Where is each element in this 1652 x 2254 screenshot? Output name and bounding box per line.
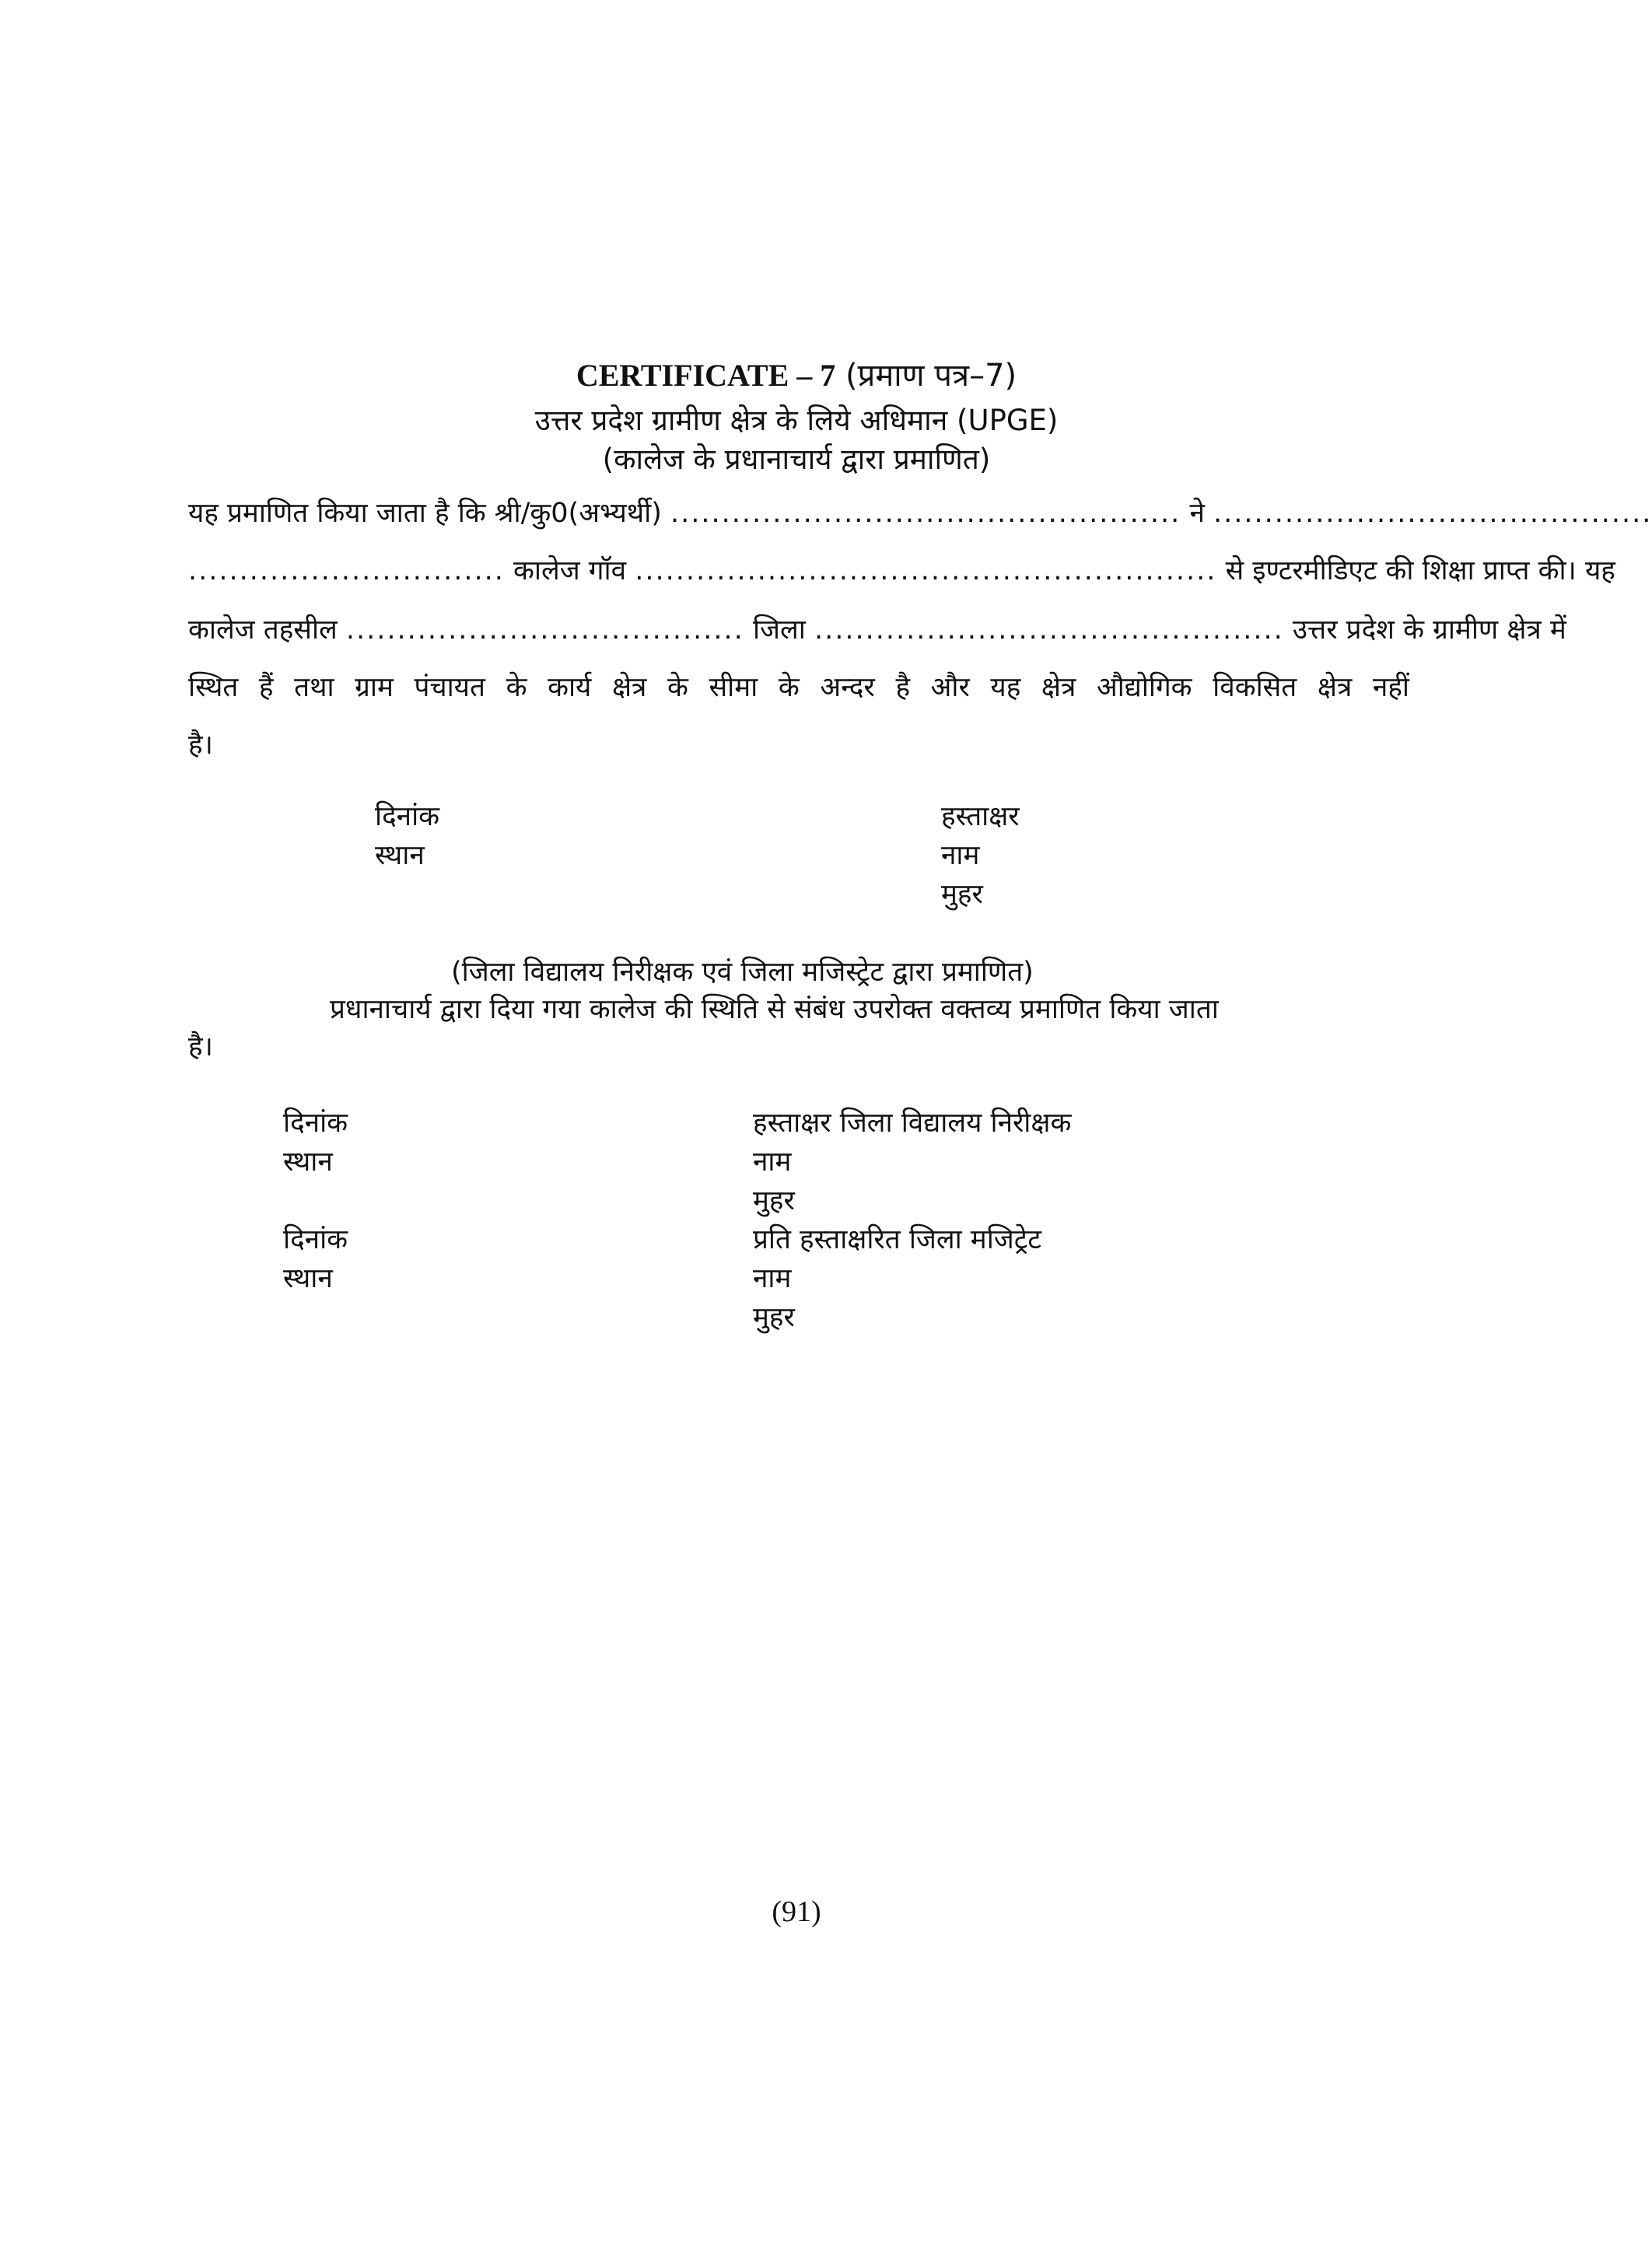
magistrate-place-label: स्थान [283, 1263, 333, 1294]
principal-seal-label: मुहर [941, 879, 983, 910]
magistrate-name-label: नाम [753, 1263, 792, 1294]
inspector-place-label: स्थान [283, 1146, 333, 1178]
principal-date-label: दिनांक [375, 801, 440, 832]
attestation-note: (कालेज के प्रधानाचार्य द्वारा प्रमाणित) [602, 443, 991, 476]
body-line-3-text-b: जिला [752, 614, 806, 646]
tehsil-blank: ....................................... [345, 614, 744, 646]
inspector-seal-label: मुहर [753, 1185, 795, 1216]
statement-line-2: है। [188, 1031, 213, 1062]
candidate-name-blank: .................................................. [670, 498, 1181, 529]
body-line-1 [188, 496, 1652, 530]
village-blank: ......................................................... [635, 555, 1217, 586]
body-line-5: है। [188, 730, 213, 761]
magistrate-seal-label: मुहर [753, 1302, 795, 1333]
title-hindi: (प्रमाण पत्र–7) [845, 358, 1017, 394]
subtitle: उत्तर प्रदेश ग्रामीण क्षेत्र के लिये अधिमान (UPGE) [534, 404, 1059, 437]
body-line-4: स्थित हैं तथा ग्राम पंचायत के कार्य क्षेत्र के सीमा के अन्दर है और यह क्षेत्र औद्योगिक विकसित क्षेत्र नहीं [188, 672, 1410, 703]
title-english: CERTIFICATE – 7 [576, 358, 836, 393]
statement-line-1: प्रधानाचार्य द्वारा दिया गया कालेज की स्थिति से संबंध उपरोक्त वक्तव्य प्रमाणित किया जाता [330, 994, 1219, 1025]
college-blank: ............................... [188, 555, 505, 586]
inspector-signature-label: हस्ताक्षर जिला विद्यालय निरीक्षक [753, 1108, 1072, 1139]
body-line-3-text-c: उत्तर प्रदेश के ग्रामीण क्षेत्र में [1292, 614, 1566, 646]
body-line-2-text-b: से इण्टरमीडिएट की शिक्षा प्राप्त की। यह [1225, 555, 1615, 586]
principal-place-label: स्थान [375, 840, 425, 871]
body-line-3 [188, 613, 1566, 647]
college-name-blank: ........................................... [1213, 498, 1652, 529]
body-line-3-text-a: कालेज तहसील [188, 614, 338, 646]
page-number: (91) [772, 1895, 821, 1928]
inspector-magistrate-heading: (जिला विद्यालय निरीक्षक एवं जिला मजिस्ट्रेट द्वारा प्रमाणित) [451, 957, 1034, 988]
body-line-1-text-a: यह प्रमाणित किया जाता है कि श्री/कु0(अभ्यर्थी) [188, 498, 662, 529]
body-line-2 [188, 554, 1615, 588]
certificate-title [0, 356, 1593, 395]
inspector-date-label: दिनांक [283, 1108, 348, 1139]
inspector-name-label: नाम [753, 1146, 792, 1178]
magistrate-date-label: दिनांक [283, 1224, 348, 1255]
district-blank: .............................................. [814, 614, 1284, 646]
principal-signature-label: हस्ताक्षर [941, 801, 1020, 832]
magistrate-signature-label: प्रति हस्ताक्षरित जिला मजिट्रेट [753, 1224, 1042, 1255]
principal-name-label: नाम [941, 840, 980, 871]
body-line-2-text-a: कालेज गॉव [513, 555, 627, 586]
body-line-1-text-b: ने [1189, 498, 1205, 529]
